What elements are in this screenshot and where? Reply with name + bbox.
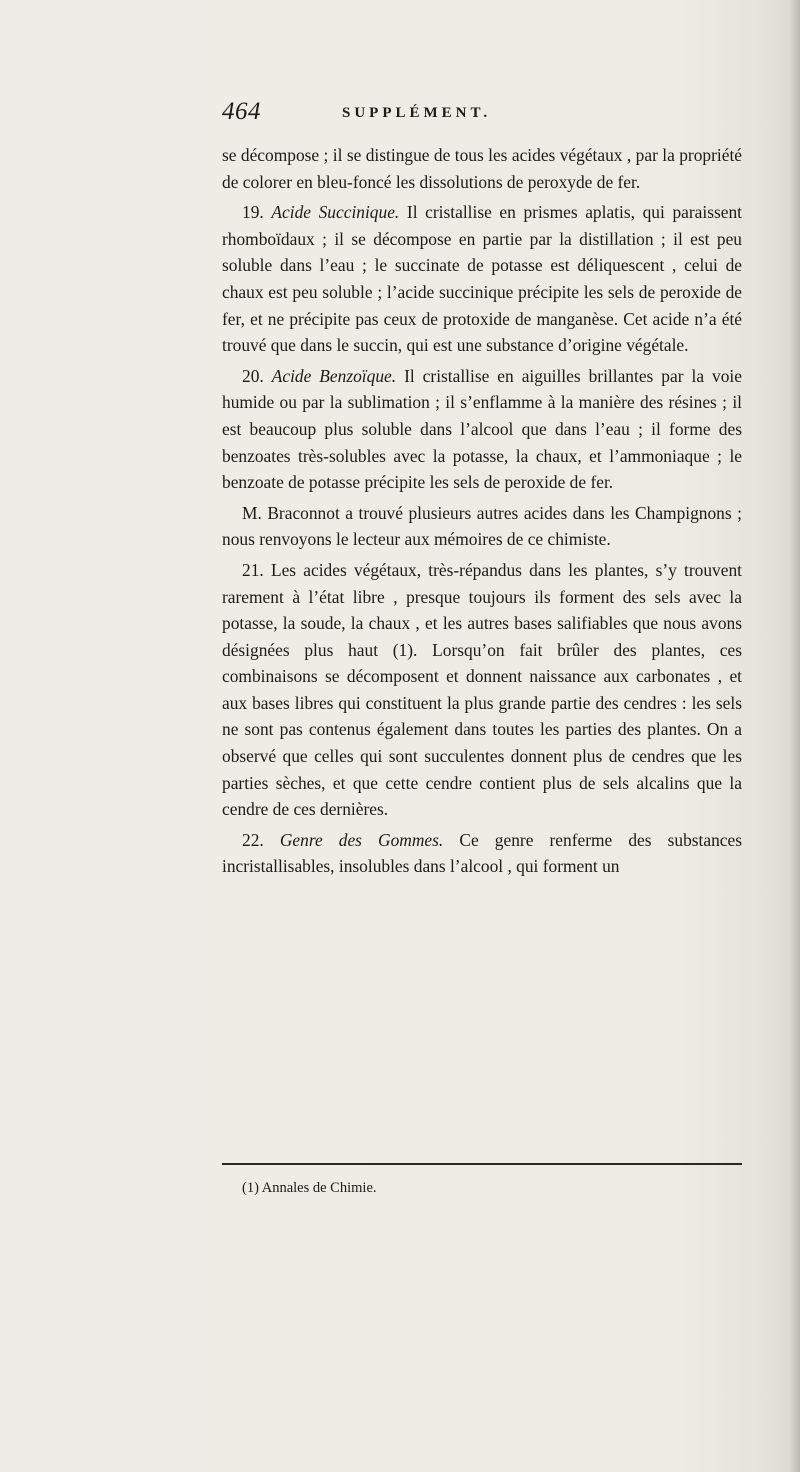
paragraph-text: Ce genre renferme des substances incristallisables, insolubles dans l’alcool , qui forment un	[222, 829, 743, 877]
paragraph-text: Les acides végétaux, très-répandus dans les plantes, s’y trouvent rarement à l’état libre , presque toujours ils forment des sels avec la potasse, la soude, la chaux , et les autres bases salifiables que nous avons désignées plus haut (1). Lorsqu’on fait brûler des plantes, ces combinaisons se décomposent et donnent naissance aux carbonates , et aux bases libres qui constituent la plus grande partie des cendres : les sels ne sont pas contenus également dans toutes les parties des plantes. On a observé que celles qui sont succulentes donnent plus de cendres que les parties sèches, et que cette cendre contient plus de sels alcalins que la cendre de ces dernières.	[222, 559, 742, 820]
paragraph-19	[222, 199, 742, 359]
paragraph-text: Il cristallise en aiguilles brillantes par la voie humide ou par la sublimation ; il s’enflamme à la manière des résines ; il est beaucoup plus soluble dans l’alcool que dans l’eau ; il forme des benzoates très-solubles avec la potasse, la chaux, et l’ammoniaque ; le benzoate de potasse précipite les sels de peroxide de fer.	[222, 365, 742, 493]
paragraph-continuation	[222, 142, 742, 195]
paragraph-20	[222, 363, 742, 496]
section-title: Genre des Gommes.	[279, 829, 444, 850]
paragraph-text: M. Braconnot a trouvé plusieurs autres acides dans les Champignons ; nous renvoyons le lecteur aux mémoires de ce chimiste.	[222, 502, 742, 550]
section-number: 19.	[242, 202, 264, 223]
paragraph-text: Il cristallise en prismes aplatis, qui paraissent rhomboïdaux ; il se décompose en partie par la distillation ; il est peu soluble dans l’eau ; le succinate de potasse est déliquescent , celui de chaux est peu soluble ; l’acide succinique précipite les sels de peroxide de fer, et ne précipite pas ceux de protoxide de manganèse. Cet acide n’a été trouvé que dans le succin, qui est une substance d’origine végétale.	[222, 202, 742, 356]
section-number: 22.	[242, 829, 264, 850]
section-title: Acide Succinique.	[271, 202, 400, 223]
page-number: 464	[222, 98, 261, 125]
section-title: Acide Benzoïque.	[271, 365, 397, 386]
section-number: 21.	[242, 559, 264, 580]
running-head: SUPPLÉMENT.	[342, 105, 492, 121]
page-header	[222, 98, 742, 132]
paragraph-braconnot	[222, 500, 742, 553]
paragraph-21	[222, 557, 742, 823]
footnote: (1) Annales de Chimie.	[242, 1180, 377, 1196]
paragraph-text: se décompose ; il se distingue de tous les acides végétaux , par la propriété de colorer en bleu-foncé les dissolutions de peroxyde de fer.	[222, 145, 742, 192]
paragraph-22	[222, 827, 742, 880]
section-number: 20.	[242, 365, 264, 386]
body-text	[222, 142, 742, 880]
footnote-rule	[222, 1163, 742, 1165]
page-edge	[790, 0, 800, 1472]
